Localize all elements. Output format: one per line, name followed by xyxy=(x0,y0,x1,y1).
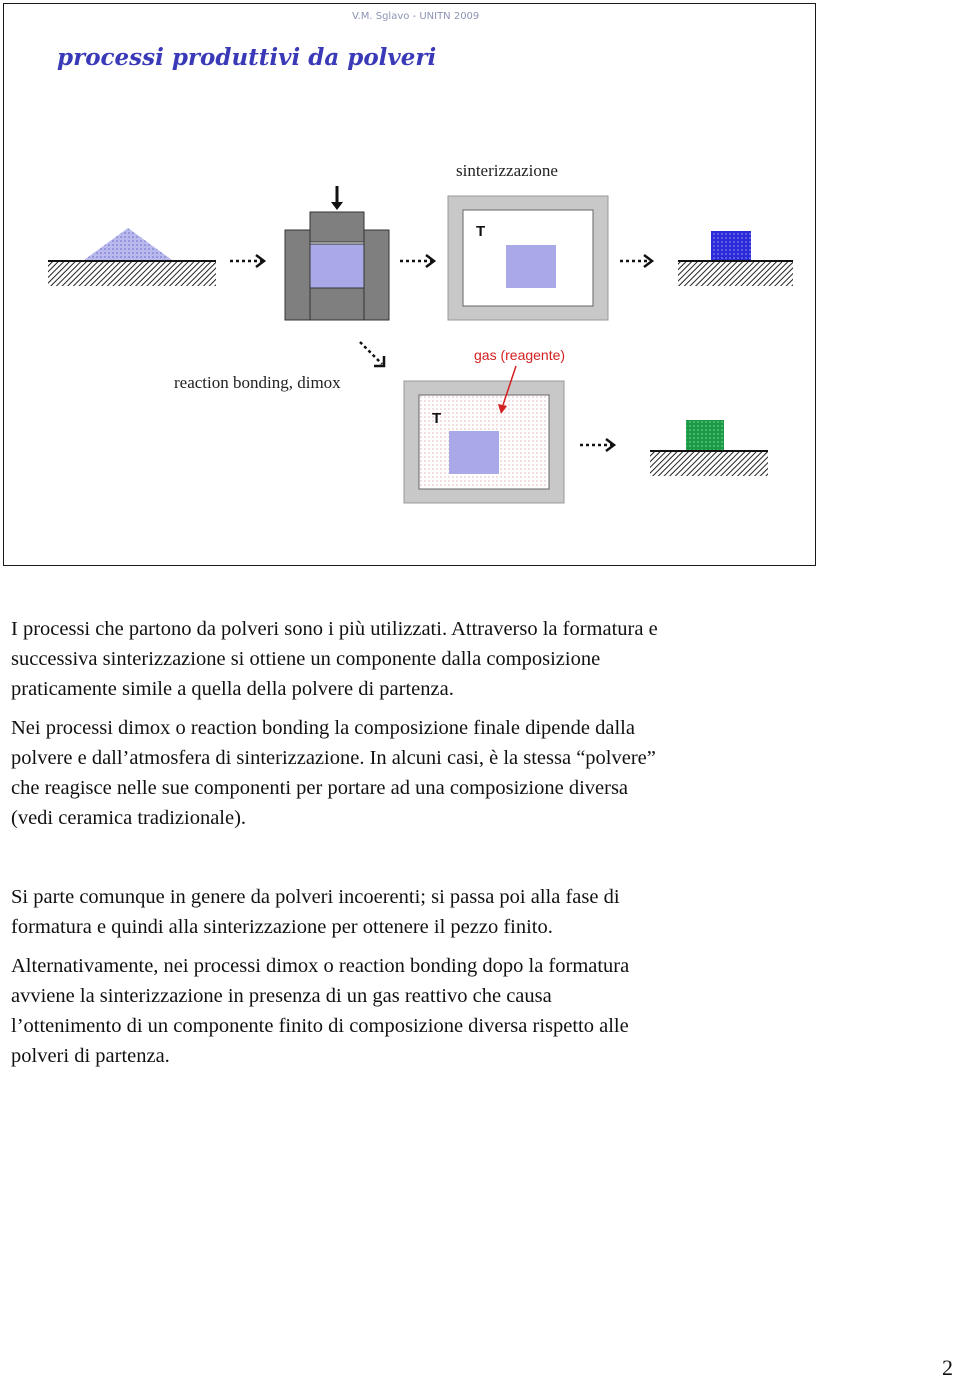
arrow-2 xyxy=(400,255,434,267)
upper-punch xyxy=(310,212,364,242)
paragraph-intro: I processi che partono da polveri sono i più utilizzati. Attraverso la formatura e successiva sinterizzazione si ottiene un componente dalla composizione praticamente simile a quella della polvere di partenza. xyxy=(11,618,658,700)
reacted-part-stage xyxy=(650,420,768,476)
slide-title: processi produttivi da polveri xyxy=(57,44,437,71)
sintering-label: sinterizzazione xyxy=(456,161,558,180)
paragraph-process: Si parte comunque in genere da polveri incoerenti; si passa poi alla fase di formatura e quindi alla sinterizzazione per ottenere il pezzo finito. xyxy=(11,886,620,938)
base-plate-right xyxy=(678,260,793,286)
lower-punch xyxy=(310,288,364,320)
temperature-label: T xyxy=(476,223,486,240)
arrow-4 xyxy=(580,439,614,451)
reacted-part xyxy=(686,420,724,450)
base-plate-reacted xyxy=(650,450,768,476)
slide-frame xyxy=(3,3,816,566)
gas-label: gas (reagente) xyxy=(474,347,566,363)
branch-arrow xyxy=(360,342,384,366)
die-press-stage xyxy=(285,186,389,320)
reaction-green-part xyxy=(449,431,499,474)
base-plate xyxy=(48,260,216,286)
reaction-temperature-label: T xyxy=(432,410,442,427)
die-left-wall xyxy=(285,230,310,320)
reaction-label: reaction bonding, dimox xyxy=(174,373,341,392)
page-number: 2 xyxy=(942,1355,953,1380)
arrow-3 xyxy=(620,255,652,267)
green-part xyxy=(506,245,556,288)
die-right-wall xyxy=(364,230,389,320)
sintered-part xyxy=(711,231,751,261)
slide-header: V.M. Sglavo - UNITN 2009 xyxy=(352,11,480,22)
powder-heap-stage xyxy=(48,228,216,286)
compacted-powder xyxy=(310,244,364,288)
press-arrow-head xyxy=(331,202,343,210)
process-diagram xyxy=(4,4,817,567)
arrow-1 xyxy=(230,255,264,267)
sintering-furnace xyxy=(448,161,608,320)
paragraph-alternative: Alternativamente, nei processi dimox o reaction bonding dopo la formatura avviene la sinterizzazione in presenza di un gas reattivo che causa l’ottenimento di un componente finito di composizione diversa rispetto alle polveri di partenza. xyxy=(11,955,630,1067)
reaction-furnace xyxy=(404,347,565,503)
paragraph-dimox: Nei processi dimox o reaction bonding la composizione finale dipende dalla polvere e dall’atmosfera di sinterizzazione. In alcuni casi, è la stessa “polvere” che reagisce nelle sue componenti per portare ad una composizione diversa (vedi ceramica tradizionale). xyxy=(11,717,656,829)
powder-heap xyxy=(84,228,172,260)
sintered-part-stage xyxy=(678,231,793,286)
